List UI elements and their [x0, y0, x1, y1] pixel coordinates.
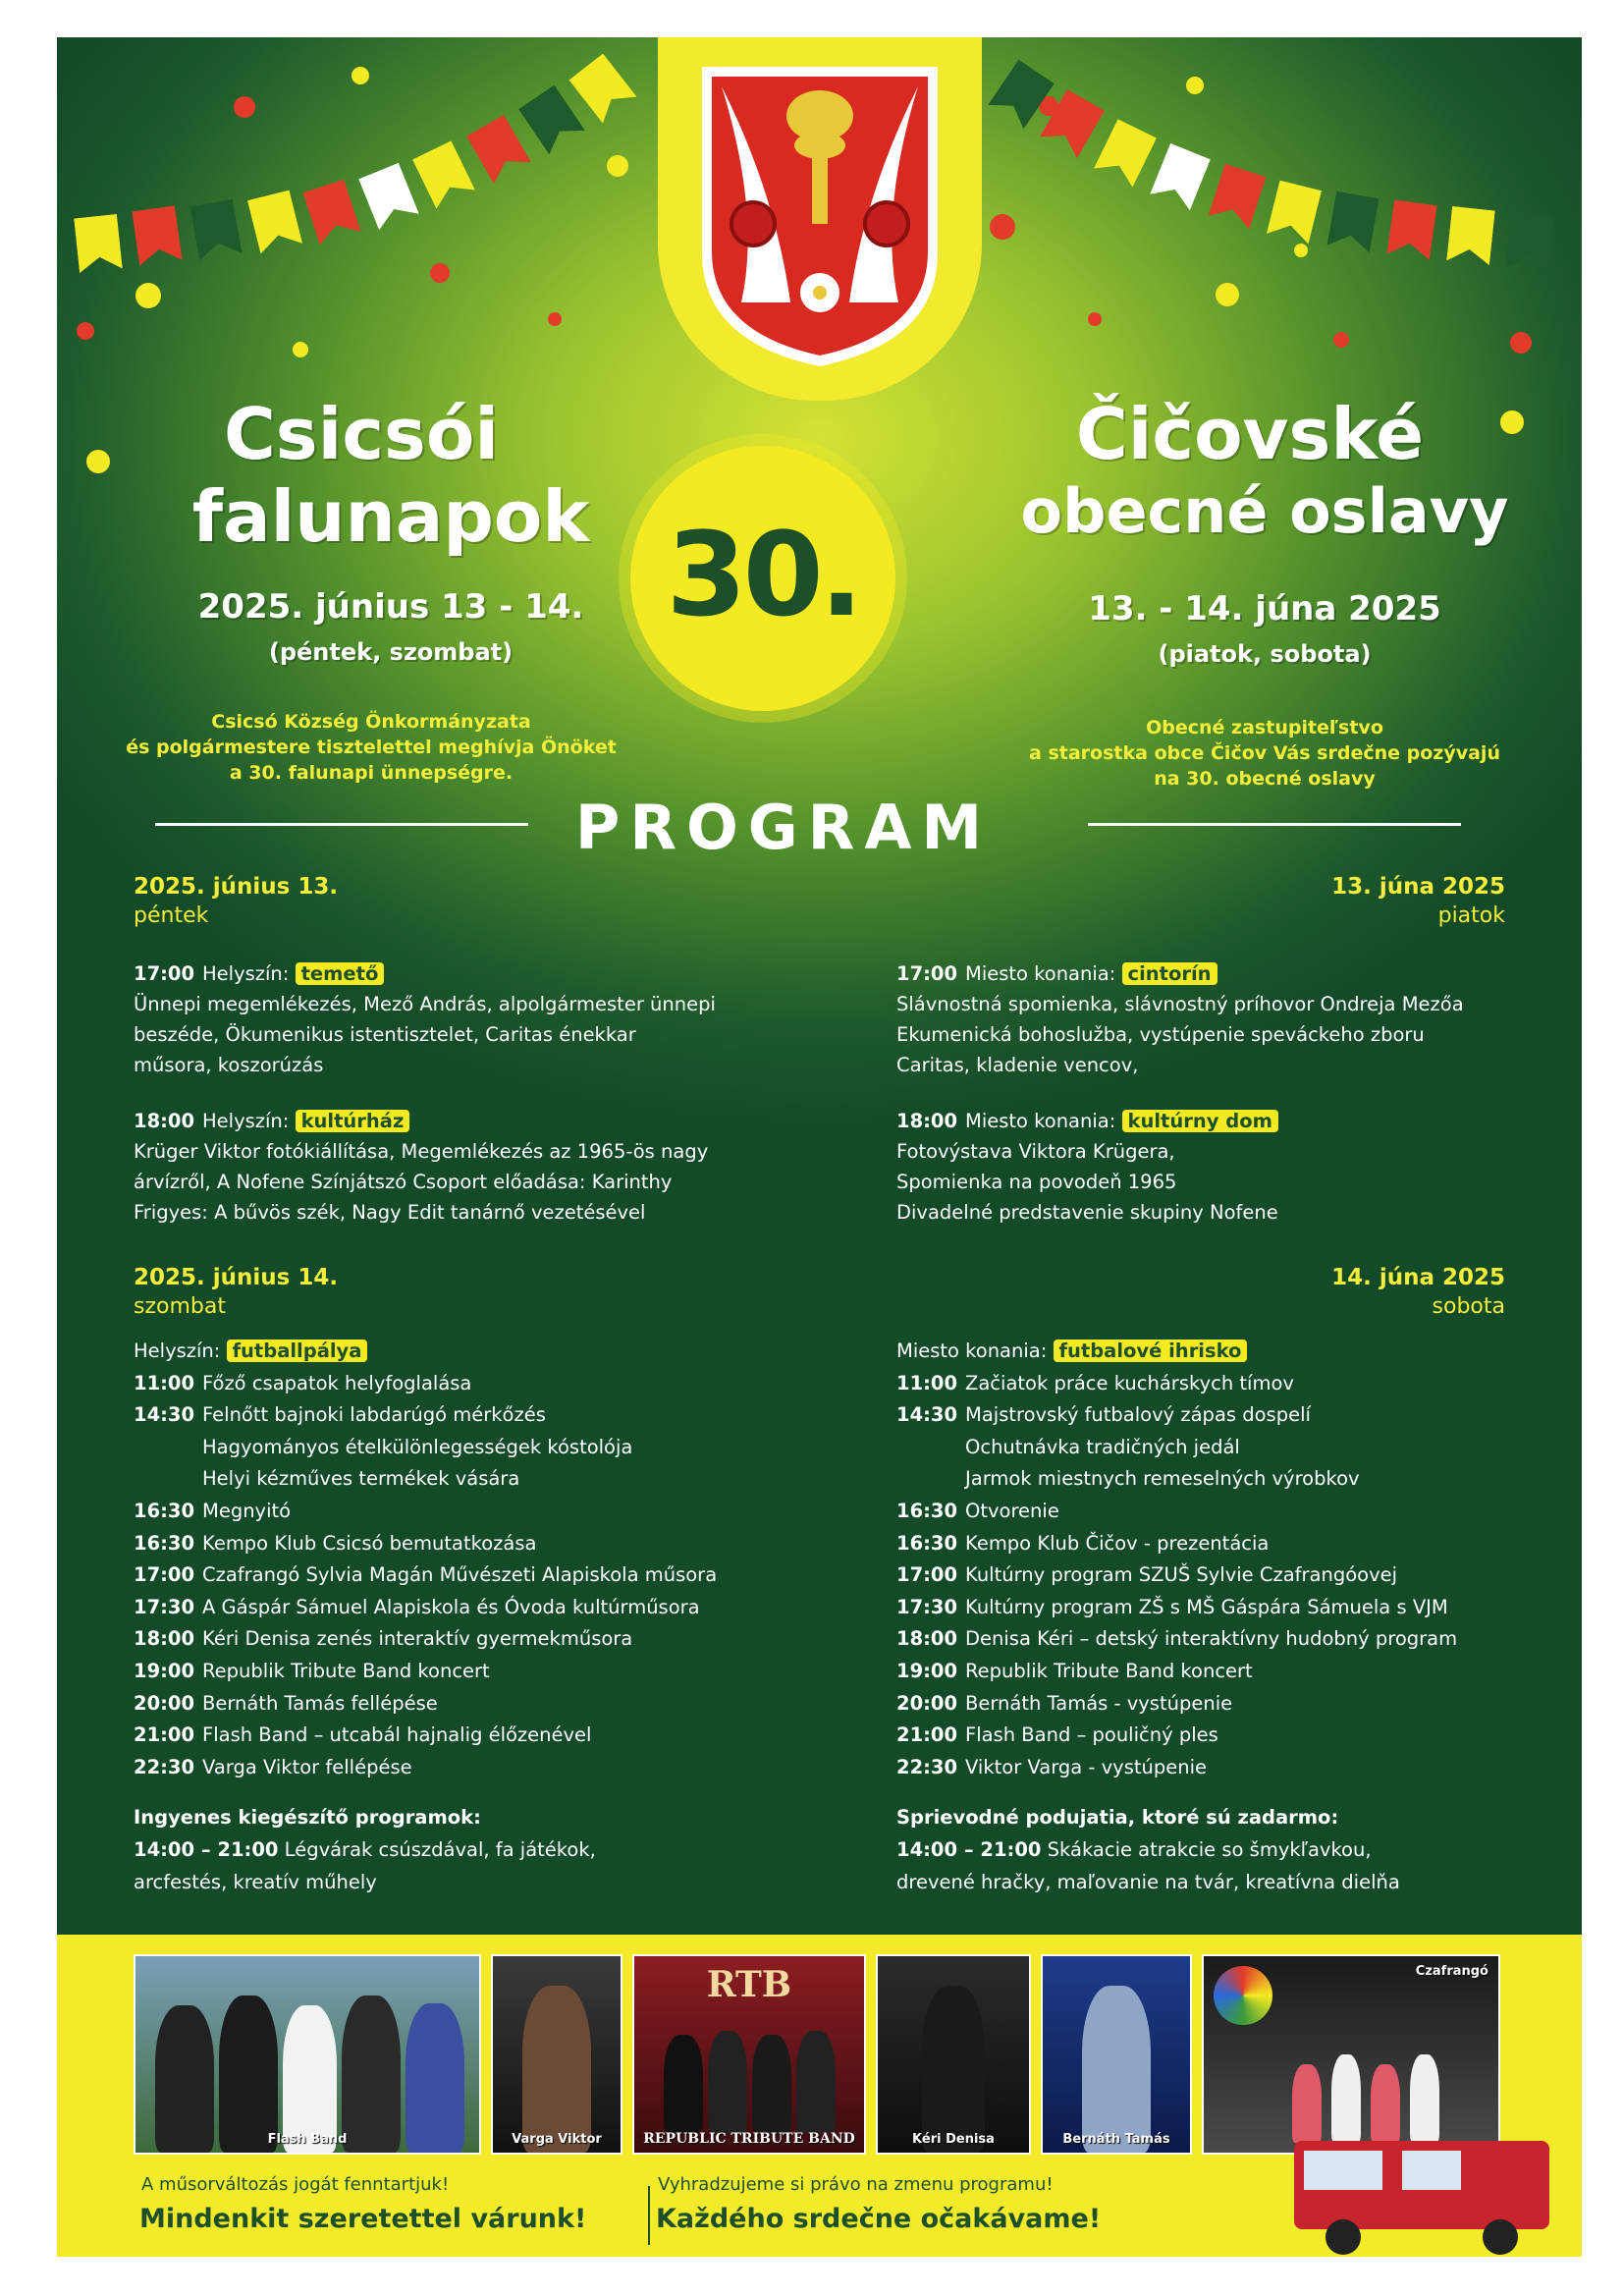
event-line: Ekumenická bohoslužba, vystúpenie speváckeho zboru: [896, 1023, 1425, 1046]
coat-of-arms-icon: [692, 57, 947, 371]
confetti-dot: [234, 96, 255, 118]
hu-day1-event2: [134, 1106, 762, 1228]
hu-day1-event1: [134, 958, 762, 1080]
confetti-dot: [1088, 312, 1102, 326]
confetti-dot: [1333, 332, 1349, 348]
schedule-row: [134, 1496, 821, 1528]
photo-republic-tribute-band: [632, 1954, 866, 2155]
bunting-pennant: [1094, 119, 1157, 188]
event-description: A Gáspár Sámuel Alapiskola és Óvoda kultúrműsora: [202, 1595, 700, 1618]
confetti-dot: [430, 263, 450, 283]
sk-invitation: [1000, 715, 1530, 792]
event-location: kultúrny dom: [1122, 1110, 1278, 1132]
confetti-dot: [548, 312, 562, 326]
free-programs-line: arcfestés, kreatív műhely: [134, 1871, 377, 1893]
event-location-label: Miesto konania:: [896, 1339, 1048, 1362]
event-time: 20:00: [896, 1691, 958, 1715]
schedule-row: [134, 1720, 821, 1752]
event-line: Spomienka na povodeň 1965: [896, 1171, 1177, 1193]
sk-invitation-line: a starostka obce Čičov Vás srdečne pozývajú: [1029, 742, 1500, 764]
poster-background: [57, 37, 1582, 2257]
event-time: 19:00: [134, 1659, 195, 1682]
anniversary-badge: [630, 446, 895, 711]
sk-day1-event2: [896, 1106, 1544, 1228]
event-description: Majstrovský futbalový zápas dospelí: [965, 1403, 1311, 1427]
sk-invitation-line: Obecné zastupiteľstvo: [1146, 717, 1383, 738]
schedule-row: Jarmok miestnych remeselných výrobkov: [965, 1467, 1360, 1491]
confetti-dot: [1216, 283, 1239, 306]
photo-caption: Kéri Denisa: [912, 2132, 995, 2147]
event-time: 16:30: [134, 1531, 195, 1555]
event-line: Divadelné predstavenie skupiny Nofene: [896, 1201, 1278, 1224]
photo-caption: Flash Band: [267, 2132, 348, 2147]
event-line: Frigyes: A bűvös szék, Nagy Edit tanárnő vezetésével: [134, 1201, 646, 1224]
sk-free-programs: [896, 1801, 1564, 1898]
confetti-dot: [86, 450, 110, 473]
sk-day1-event1: [896, 958, 1544, 1080]
confetti-dot: [990, 214, 1015, 240]
event-location: futbalové ihrisko: [1054, 1339, 1248, 1362]
bunting-pennant: [132, 205, 182, 266]
bunting-pennant: [412, 140, 475, 209]
sk-title-line1: Čičovské: [1075, 393, 1425, 475]
free-programs-time: 14:00 – 21:00: [896, 1838, 1042, 1861]
free-programs-line: drevené hračky, maľovanie na tvár, kreatívna dielňa: [896, 1871, 1400, 1893]
free-programs-heading: Ingyenes kiegészítő programok:: [134, 1806, 481, 1829]
bunting-pennant: [1446, 206, 1495, 265]
photo-flash-band: [134, 1954, 481, 2155]
bunting-pennant: [1326, 191, 1379, 253]
event-time: 18:00: [896, 1110, 958, 1132]
hu-days: (péntek, szombat): [268, 638, 514, 666]
band-logo-icon: RTB: [706, 1964, 792, 2005]
event-description: Republik Tribute Band koncert: [965, 1659, 1253, 1682]
event-description: Kéri Denisa zenés interaktív gyermekműsora: [202, 1627, 633, 1651]
event-description: Flash Band – pouličný ples: [965, 1723, 1218, 1747]
schedule-row: [896, 1592, 1582, 1624]
event-description: Flash Band – utcabál hajnalig élőzenével: [202, 1723, 592, 1747]
schedule-row: [896, 1720, 1582, 1752]
event-line: beszéde, Ökumenikus istentisztelet, Caritas énekkar: [134, 1023, 636, 1046]
sk-invitation-line: na 30. obecné oslavy: [1154, 768, 1376, 790]
event-location: cintorín: [1122, 962, 1217, 985]
confetti-dot: [1186, 77, 1204, 94]
bunting-pennant: [466, 115, 531, 184]
event-time: 22:30: [134, 1755, 195, 1778]
hu-day1-title: 2025. június 13.: [134, 874, 339, 900]
photo-bernath-tamas: [1041, 1954, 1192, 2155]
confetti-dot: [1500, 410, 1524, 434]
event-description: Felnőtt bajnoki labdarúgó mérkőzés: [202, 1403, 546, 1427]
confetti-dot: [293, 342, 308, 357]
hu-title-line2: falunapok: [191, 475, 590, 558]
event-time: 11:00: [896, 1371, 958, 1394]
footer-bar: [57, 2160, 1582, 2257]
event-location-label: Miesto konania:: [965, 962, 1116, 985]
event-time: 14:30: [134, 1403, 195, 1427]
event-description: Czafrangó Sylvia Magán Művészeti Alapiskola műsora: [202, 1563, 718, 1587]
divider-right: [1088, 823, 1461, 826]
photo-caption: REPUBLIC TRIBUTE BAND: [643, 2131, 855, 2147]
confetti-dot: [607, 155, 628, 177]
hu-footer-note: A műsorváltozás jogát fenntartjuk!: [141, 2174, 450, 2195]
event-time: 14:30: [896, 1403, 958, 1427]
bunting-pennant: [988, 59, 1055, 129]
bunting-pennant: [1386, 199, 1436, 260]
event-time: 18:00: [896, 1627, 958, 1651]
event-time: 22:30: [896, 1755, 958, 1778]
schedule-row: Ochutnávka tradičných jedál: [965, 1435, 1240, 1458]
schedule-row: [896, 1656, 1582, 1688]
bunting-pennant: [1267, 181, 1322, 245]
event-description: Denisa Kéri – detský interaktívny hudobný program: [965, 1627, 1458, 1651]
bunting-pennant: [302, 180, 360, 246]
divider-left: [155, 823, 528, 826]
hu-invitation-line: Csicsó Község Önkormányzata: [211, 711, 531, 733]
program-title: PROGRAM: [574, 792, 993, 863]
event-time: 18:00: [134, 1627, 195, 1651]
event-time: 16:30: [896, 1531, 958, 1555]
sk-day1-sub: piatok: [1437, 903, 1505, 928]
schedule-row: [134, 1399, 821, 1432]
hu-free-programs: [134, 1801, 762, 1898]
event-description: Kultúrny program ZŠ s MŠ Gáspára Sámuela s VJM: [965, 1595, 1448, 1618]
schedule-row: [134, 1592, 821, 1624]
event-location-label: Helyszín:: [134, 1339, 221, 1362]
event-description: Republik Tribute Band koncert: [202, 1659, 490, 1682]
bunting-pennant: [518, 84, 585, 154]
hu-title-line1: Csicsói: [223, 393, 500, 475]
bunting-pennant: [568, 53, 636, 123]
schedule-row: [134, 1528, 821, 1560]
event-location-label: Miesto konania:: [965, 1110, 1116, 1132]
photo-keri-denisa: [876, 1954, 1031, 2155]
event-line: árvízről, A Nofene Színjátszó Csoport előadása: Karinthy: [134, 1171, 673, 1193]
schedule-row: [134, 1688, 821, 1721]
schedule-row: [896, 1623, 1582, 1656]
event-location: temető: [296, 962, 385, 985]
sk-footer-note: Vyhradzujeme si právo na zmenu programu!: [658, 2174, 1054, 2195]
event-description: Začiatok práce kuchárskych tímov: [965, 1371, 1294, 1394]
event-location: kultúrház: [296, 1110, 410, 1132]
event-description: Kempo Klub Csicsó bemutatkozása: [202, 1531, 537, 1555]
hu-footer-welcome: Mindenkit szeretettel várunk!: [139, 2204, 587, 2234]
bunting-pennant: [358, 163, 419, 230]
hu-day2-title: 2025. június 14.: [134, 1265, 339, 1290]
event-time: 17:30: [896, 1595, 958, 1618]
free-programs-heading: Sprievodné podujatia, ktoré sú zadarmo:: [896, 1806, 1339, 1829]
hu-date: 2025. június 13 - 14.: [197, 587, 584, 627]
event-time: 21:00: [896, 1723, 958, 1747]
event-time: 19:00: [896, 1659, 958, 1682]
confetti-dot: [1510, 332, 1532, 354]
event-description: Bernáth Tamás fellépése: [202, 1691, 438, 1715]
hu-invitation-line: a 30. falunapi ünnepségre.: [229, 762, 514, 784]
confetti-dot: [1294, 244, 1308, 257]
event-location-label: Helyszín:: [202, 1110, 290, 1132]
schedule-row: [134, 1752, 821, 1784]
bunting-pennant: [1208, 164, 1266, 230]
photo-varga-viktor: [491, 1954, 622, 2155]
schedule-row: [134, 1656, 821, 1688]
schedule-row: [896, 1368, 1582, 1400]
schedule-row: [896, 1688, 1582, 1721]
event-time: 16:30: [896, 1499, 958, 1522]
sk-day2-sub: sobota: [1432, 1294, 1505, 1319]
fire-truck-icon: [1274, 2121, 1569, 2257]
sk-days: (piatok, sobota): [1158, 640, 1372, 668]
free-programs-time: 14:00 – 21:00: [134, 1838, 279, 1861]
bunting-pennant: [1506, 213, 1553, 271]
event-description: Varga Viktor fellépése: [202, 1755, 412, 1778]
schedule-row: [896, 1559, 1582, 1592]
event-location-label: Helyszín:: [202, 962, 290, 985]
schedule-row: [134, 1623, 821, 1656]
photo-caption: Czafrangó: [1415, 1964, 1488, 1979]
schedule-row: [896, 1496, 1582, 1528]
schedule-row: Helyi kézműves termékek vására: [202, 1467, 520, 1491]
schedule-row: Hagyományos ételkülönlegességek kóstolója: [202, 1435, 633, 1458]
event-time: 17:00: [134, 1563, 195, 1587]
event-line: Caritas, kladenie vencov,: [896, 1054, 1139, 1076]
free-programs-line: Légvárak csúszdával, fa játékok,: [284, 1838, 596, 1861]
event-time: 17:00: [896, 962, 958, 985]
sk-day2-schedule: [896, 1336, 1582, 1783]
schedule-row: [896, 1528, 1582, 1560]
bunting-pennant: [1150, 143, 1211, 210]
hu-invitation-line: és polgármestere tisztelettel meghívja Önöket: [126, 737, 617, 758]
event-time: 18:00: [134, 1110, 195, 1132]
schedule-row: [896, 1399, 1582, 1432]
footer-divider: [648, 2186, 650, 2245]
event-time: 21:00: [134, 1723, 195, 1747]
confetti-dot: [77, 322, 94, 340]
event-time: 20:00: [134, 1691, 195, 1715]
sk-date: 13. - 14. júna 2025: [1088, 589, 1441, 629]
event-line: Fotovýstava Viktora Krügera,: [896, 1140, 1175, 1163]
event-time: 11:00: [134, 1371, 195, 1394]
sk-footer-welcome: Každého srdečne očakávame!: [656, 2204, 1102, 2234]
event-time: 16:30: [134, 1499, 195, 1522]
event-description: Kempo Klub Čičov - prezentácia: [965, 1531, 1270, 1555]
sk-day2-title: 14. júna 2025: [1331, 1265, 1505, 1290]
free-programs-line: Skákacie atrakcie so šmykľavkou,: [1047, 1838, 1372, 1861]
event-description: Megnyitó: [202, 1499, 292, 1522]
hu-day2-sub: szombat: [134, 1294, 226, 1319]
event-description: Viktor Varga - vystúpenie: [965, 1755, 1208, 1778]
hu-day1-sub: péntek: [134, 903, 209, 928]
event-description: Otvorenie: [965, 1499, 1059, 1522]
event-time: 17:30: [134, 1595, 195, 1618]
bunting-pennant: [74, 214, 123, 273]
event-description: Bernáth Tamás - vystúpenie: [965, 1691, 1233, 1715]
schedule-row: [896, 1752, 1582, 1784]
bunting-pennant: [189, 199, 242, 261]
event-line: műsora, koszorúzás: [134, 1054, 324, 1076]
bunting-pennant: [247, 191, 302, 254]
event-line: Ünnepi megemlékezés, Mező András, alpolgármester ünnepi: [134, 993, 716, 1015]
confetti-dot: [135, 283, 161, 308]
event-location: futballpálya: [227, 1339, 368, 1362]
event-time: 17:00: [896, 1563, 958, 1587]
event-line: Slávnostná spomienka, slávnostný príhovor Ondreja Mezőa: [896, 993, 1464, 1015]
confetti-dot: [352, 67, 369, 84]
hu-day2-schedule: [134, 1336, 821, 1783]
sk-day1-title: 13. júna 2025: [1331, 874, 1505, 900]
event-line: Krüger Viktor fotókiállítása, Megemlékezés az 1965-ös nagy: [134, 1140, 709, 1163]
crest-banner: [658, 37, 982, 401]
photo-caption: Bernáth Tamás: [1062, 2132, 1170, 2147]
photo-caption: Varga Viktor: [512, 2132, 602, 2147]
sk-title-line2: obecné oslavy: [1020, 475, 1509, 547]
schedule-row: [134, 1368, 821, 1400]
hu-invitation: [96, 709, 646, 786]
anniversary-number: 30.: [666, 507, 860, 642]
event-description: Kultúrny program SZUŠ Sylvie Czafrangóovej: [965, 1563, 1398, 1587]
event-description: Főző csapatok helyfoglalása: [202, 1371, 472, 1394]
schedule-row: [134, 1559, 821, 1592]
event-time: 17:00: [134, 962, 195, 985]
